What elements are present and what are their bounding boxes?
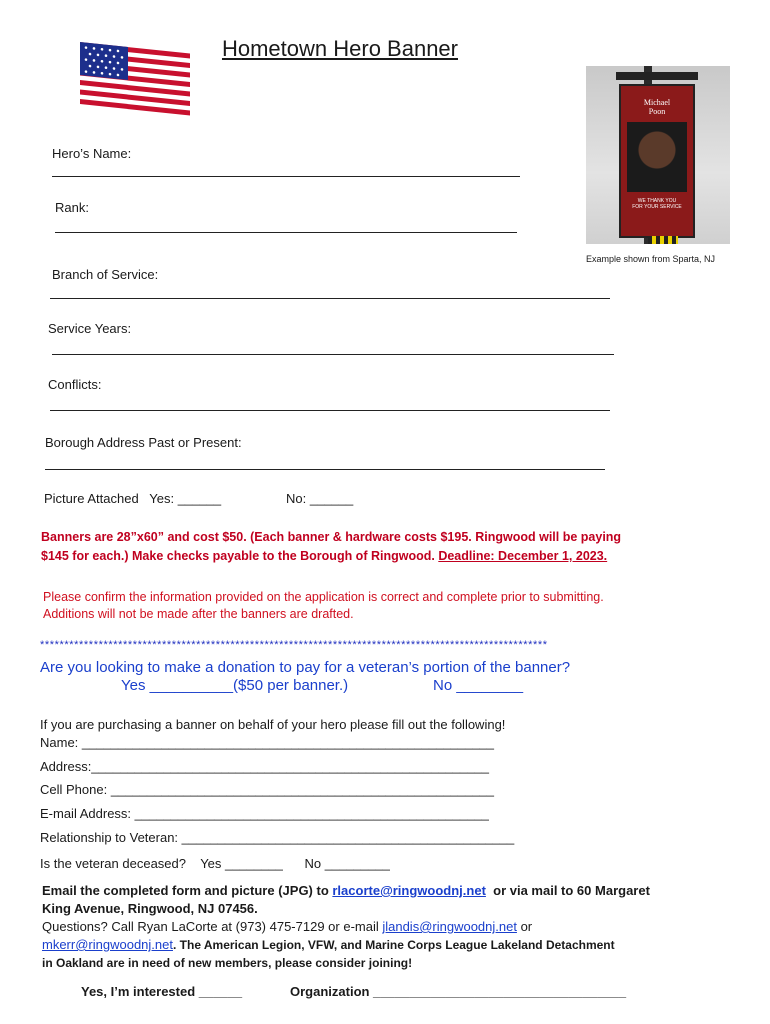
branch-line[interactable] [50,298,610,299]
rank-label: Rank: [55,200,89,215]
address-line[interactable] [45,469,605,470]
veteran-deceased-field[interactable]: Is the veteran deceased? Yes ________ No _________ [40,856,390,871]
donation-question: Are you looking to make a donation to pay for a veteran’s portion of the banner? [40,659,571,676]
purchaser-intro: If you are purchasing a banner on behalf of your hero please fill out the following! [40,717,506,732]
organization-field[interactable]: Organization ___________________________________ [290,984,627,999]
rlacorte-email-link[interactable]: rlacorte@ringwoodnj.net [332,883,486,898]
deadline-text: Deadline: December 1, 2023. [438,549,608,563]
rank-line[interactable] [55,232,517,233]
purchaser-name-field[interactable]: Name: _________________________________________________________ [40,735,495,750]
picture-no-field[interactable]: No: ______ [286,491,354,506]
separator: ******************************************************************************************************** [40,639,548,651]
picture-attached-field[interactable]: Picture Attached Yes: ______ [44,491,222,506]
branch-label: Branch of Service: [52,267,159,282]
service-years-line[interactable] [52,354,614,355]
page-title: Hometown Hero Banner [221,36,458,61]
jlandis-email-link[interactable]: jlandis@ringwoodnj.net [382,919,517,934]
confirm-notice: Please confirm the information provided on the application is correct and complete prior to submitting. Additions will not be made after the banners are drafted. [43,590,604,621]
interested-field[interactable]: Yes, I’m interested ______ [81,984,243,999]
purchaser-address-field[interactable]: Address:_______________________________________________________ [40,759,489,774]
footer-instructions: Email the completed form and picture (JPG) to rlacorte@ringwoodnj.net or via mail to 60 Margaret King Avenue, Ringwood, NJ 07456. Questions? Call Ryan LaCorte at (973) 475-7129 or e-mail jlandis@ringwoodnj.net or mkerr@ringwoodnj.net. The American Legion, VFW, and Marine Corps League Lakeland Detachment in Oakland are in need of new members, please consider joining! [42,883,650,970]
cost-notice: Banners are 28”x60” and cost $50. (Each banner & hardware costs $195. Ringwood will be paying $145 for each.) Make checks payable to the Borough of Ringwood. Deadline: December 1, 2023. [41,530,622,563]
heros-name-label: Hero’s Name: [52,146,132,161]
banner-name-text: Michael [643,98,671,107]
service-years-label: Service Years: [48,321,132,336]
heros-name-line[interactable] [52,176,520,177]
example-banner-photo: Michael Poon WE THANK YOU FOR YOUR SERVICE [586,66,730,244]
mkerr-email-link[interactable]: mkerr@ringwoodnj.net [42,937,173,952]
conflicts-line[interactable] [50,410,610,411]
purchaser-relationship-field[interactable]: Relationship to Veteran: ______________________________________________ [40,830,515,845]
donation-yes-field[interactable]: Yes __________($50 per banner.) [121,677,349,694]
donation-no-field[interactable]: No ________ [433,677,524,694]
address-label: Borough Address Past or Present: [45,435,242,450]
soldier-portrait [627,122,687,192]
photo-caption: Example shown from Sparta, NJ [586,254,716,264]
purchaser-email-field[interactable]: E-mail Address: _________________________________________________ [40,806,489,821]
purchaser-cell-field[interactable]: Cell Phone: _____________________________________________________ [40,782,495,797]
conflicts-label: Conflicts: [48,377,102,392]
